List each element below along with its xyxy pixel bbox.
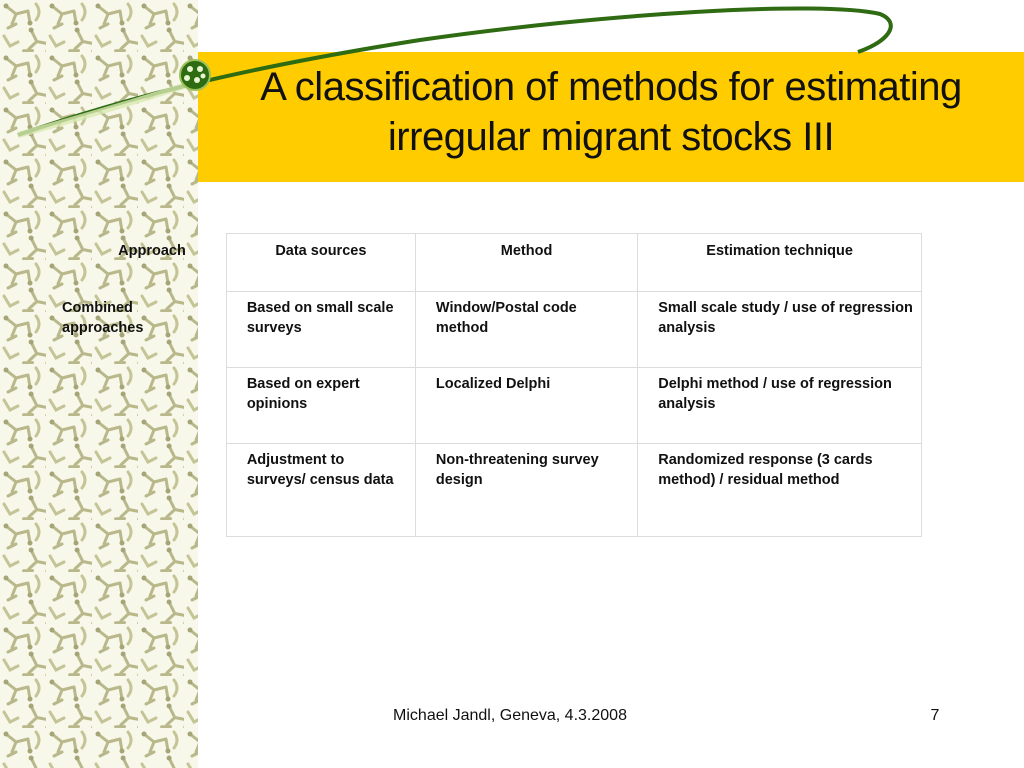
header-data-sources: Data sources (226, 234, 415, 292)
cell-technique: Delphi method / use of regression analysis (638, 368, 922, 444)
cell-data-source: Based on small scale surveys (226, 292, 415, 368)
slide-title-line-1: A classification of methods for estimating (260, 65, 962, 109)
methods-table (42, 233, 922, 537)
table-row (42, 292, 922, 368)
slide-title (198, 62, 1024, 162)
cell-method: Localized Delphi (415, 368, 637, 444)
cell-approach: Combined approaches (62, 299, 144, 336)
header-method: Method (415, 234, 637, 292)
footer-author-date: Michael Jandl, Geneva, 4.3.2008 (393, 707, 627, 724)
cell-method: Non-threatening survey design (415, 444, 637, 537)
cell-data-source: Based on expert opinions (226, 368, 415, 444)
cell-data-source: Adjustment to surveys/ census data (226, 444, 415, 537)
cell-technique: Randomized response (3 cards method) / residual method (638, 444, 922, 537)
header-approach: Approach (118, 242, 186, 259)
page-number: 7 (930, 707, 940, 724)
table-header-row (42, 234, 922, 292)
header-estimation-technique: Estimation technique (638, 234, 922, 292)
cell-method: Window/Postal code method (415, 292, 637, 368)
cell-technique: Small scale study / use of regression analysis (638, 292, 922, 368)
slide-title-line-2: irregular migrant stocks III (387, 115, 835, 159)
